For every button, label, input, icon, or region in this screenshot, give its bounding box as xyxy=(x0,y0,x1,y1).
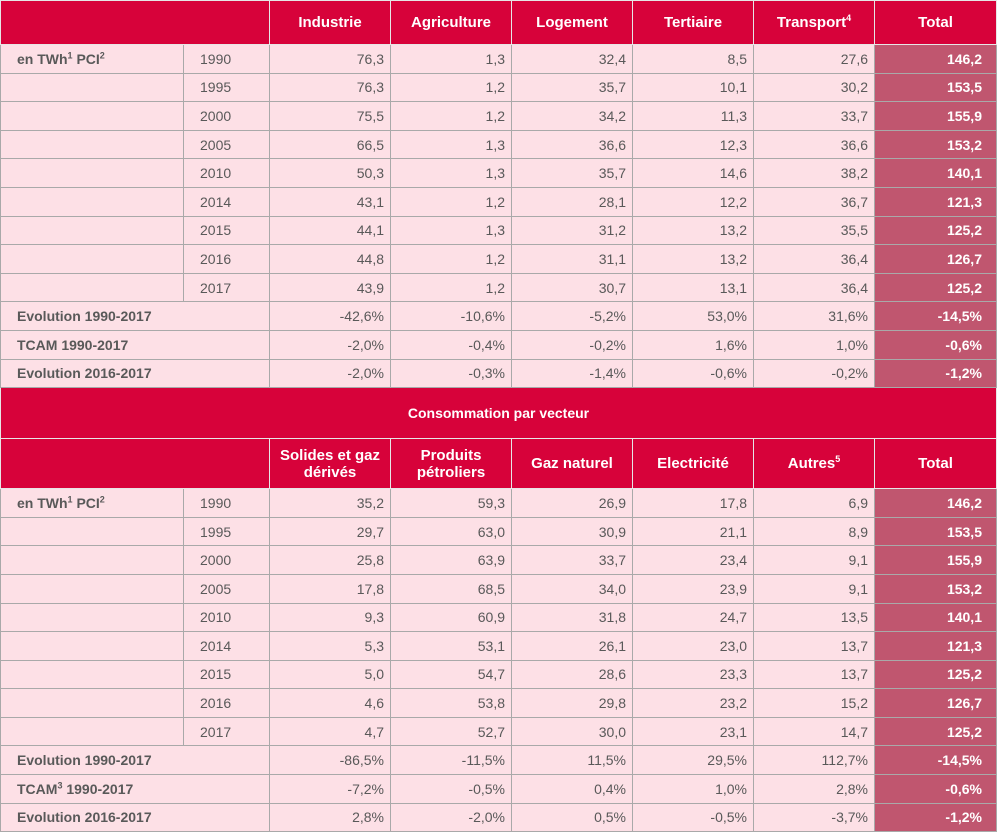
summary-label-text: Evolution 1990-2017 xyxy=(17,308,152,325)
unit-label-cell xyxy=(1,216,184,245)
year-cell: 2000 xyxy=(184,546,270,575)
value-cell: 1,3 xyxy=(391,159,512,188)
value-cell: 44,8 xyxy=(270,245,391,274)
value-cell: 26,9 xyxy=(512,489,633,518)
value-cell: -5,2% xyxy=(512,302,633,331)
value-cell: 6,9 xyxy=(754,489,875,518)
footnote-marker: 5 xyxy=(835,454,841,465)
unit-label-cell xyxy=(1,73,184,102)
value-cell: 0,5% xyxy=(512,803,633,832)
value-cell: 1,2 xyxy=(391,273,512,302)
value-cell: 4,7 xyxy=(270,717,391,746)
total-cell: 140,1 xyxy=(875,159,997,188)
value-cell: 1,3 xyxy=(391,130,512,159)
value-cell: 5,0 xyxy=(270,660,391,689)
year-cell: 2014 xyxy=(184,632,270,661)
summary-label-text: Evolution 2016-2017 xyxy=(17,809,152,826)
column-header xyxy=(754,1,875,45)
value-cell: -0,5% xyxy=(633,803,754,832)
value-cell: 9,3 xyxy=(270,603,391,632)
value-cell: 28,6 xyxy=(512,660,633,689)
value-cell: -10,6% xyxy=(391,302,512,331)
value-cell: 12,3 xyxy=(633,130,754,159)
unit-label: en TWh xyxy=(17,494,68,511)
value-cell: 17,8 xyxy=(633,489,754,518)
table-row xyxy=(1,102,997,131)
value-cell: 1,0% xyxy=(754,330,875,359)
total-cell: -1,2% xyxy=(875,359,997,388)
column-header xyxy=(512,439,633,489)
column-header xyxy=(270,439,391,489)
value-cell: 68,5 xyxy=(391,574,512,603)
value-cell: 32,4 xyxy=(512,45,633,74)
table-row xyxy=(1,689,997,718)
value-cell: 36,6 xyxy=(512,130,633,159)
year-cell: 1990 xyxy=(184,45,270,74)
table-row xyxy=(1,245,997,274)
total-cell: -1,2% xyxy=(875,803,997,832)
value-cell: 36,6 xyxy=(754,130,875,159)
total-cell: -14,5% xyxy=(875,746,997,775)
column-header-label: Agriculture xyxy=(410,14,491,31)
total-cell: 153,2 xyxy=(875,574,997,603)
column-header-label: Autres xyxy=(787,455,836,473)
value-cell: -86,5% xyxy=(270,746,391,775)
table-row xyxy=(1,489,997,518)
unit-label-cell xyxy=(1,245,184,274)
year-cell: 2015 xyxy=(184,660,270,689)
value-cell: 1,2 xyxy=(391,187,512,216)
value-cell: 1,6% xyxy=(633,330,754,359)
value-cell: 11,3 xyxy=(633,102,754,131)
value-cell: 30,7 xyxy=(512,273,633,302)
value-cell: 14,6 xyxy=(633,159,754,188)
header-row xyxy=(1,439,997,489)
column-header xyxy=(391,439,512,489)
value-cell: 8,9 xyxy=(754,517,875,546)
unit-label-cell xyxy=(1,574,184,603)
total-cell: -14,5% xyxy=(875,302,997,331)
value-cell: 14,7 xyxy=(754,717,875,746)
value-cell: 23,4 xyxy=(633,546,754,575)
column-header-label: Tertiaire xyxy=(663,14,723,31)
table-row xyxy=(1,603,997,632)
year-cell: 2017 xyxy=(184,717,270,746)
summary-label xyxy=(1,359,270,388)
column-header-label: Industrie xyxy=(298,14,362,31)
footnote-marker: 4 xyxy=(846,13,852,23)
total-cell: 126,7 xyxy=(875,245,997,274)
value-cell: 34,2 xyxy=(512,102,633,131)
summary-label xyxy=(1,330,270,359)
value-cell: 13,2 xyxy=(633,216,754,245)
value-cell: 31,2 xyxy=(512,216,633,245)
year-cell: 2016 xyxy=(184,245,270,274)
header-blank xyxy=(1,439,270,489)
value-cell: -42,6% xyxy=(270,302,391,331)
total-cell: 155,9 xyxy=(875,102,997,131)
column-header-label: Total xyxy=(918,455,953,473)
value-cell: 36,4 xyxy=(754,245,875,274)
total-cell: 121,3 xyxy=(875,187,997,216)
total-cell: 125,2 xyxy=(875,717,997,746)
value-cell: 1,3 xyxy=(391,45,512,74)
value-cell: -0,5% xyxy=(391,775,512,804)
value-cell: 31,1 xyxy=(512,245,633,274)
summary-row xyxy=(1,302,997,331)
summary-row xyxy=(1,803,997,832)
value-cell: -1,4% xyxy=(512,359,633,388)
value-cell: 23,9 xyxy=(633,574,754,603)
value-cell: 25,8 xyxy=(270,546,391,575)
value-cell: 13,5 xyxy=(754,603,875,632)
value-cell: 35,5 xyxy=(754,216,875,245)
value-cell: 76,3 xyxy=(270,45,391,74)
value-cell: 53,1 xyxy=(391,632,512,661)
column-header-label: Solides et gaz dérivés xyxy=(279,446,381,481)
unit-label-cell xyxy=(1,689,184,718)
summary-label-text: Evolution 1990-2017 xyxy=(17,752,152,769)
unit-label-cell xyxy=(1,159,184,188)
value-cell: 34,0 xyxy=(512,574,633,603)
column-header xyxy=(391,1,512,45)
summary-label xyxy=(1,803,270,832)
table-row xyxy=(1,517,997,546)
column-header xyxy=(512,1,633,45)
value-cell: 23,1 xyxy=(633,717,754,746)
column-header-label: Transport xyxy=(776,14,847,31)
value-cell: 43,9 xyxy=(270,273,391,302)
value-cell: 36,4 xyxy=(754,273,875,302)
summary-row xyxy=(1,359,997,388)
value-cell: -2,0% xyxy=(391,803,512,832)
value-cell: 35,7 xyxy=(512,159,633,188)
unit-label-cell xyxy=(1,273,184,302)
total-cell: 153,2 xyxy=(875,130,997,159)
value-cell: 13,7 xyxy=(754,660,875,689)
total-cell: 140,1 xyxy=(875,603,997,632)
summary-label xyxy=(1,746,270,775)
column-header xyxy=(270,1,391,45)
unit-label: PCI xyxy=(72,494,100,511)
value-cell: 30,9 xyxy=(512,517,633,546)
header-blank xyxy=(1,1,270,45)
total-cell: 125,2 xyxy=(875,660,997,689)
value-cell: 30,0 xyxy=(512,717,633,746)
unit-label-cell xyxy=(1,632,184,661)
value-cell: 2,8% xyxy=(270,803,391,832)
value-cell: 15,2 xyxy=(754,689,875,718)
table-row xyxy=(1,632,997,661)
value-cell: 29,8 xyxy=(512,689,633,718)
value-cell: 9,1 xyxy=(754,574,875,603)
total-cell: -0,6% xyxy=(875,330,997,359)
value-cell: 1,0% xyxy=(633,775,754,804)
value-cell: 54,7 xyxy=(391,660,512,689)
footnote-marker: 1 xyxy=(67,50,73,61)
summary-label xyxy=(1,775,270,804)
summary-row xyxy=(1,330,997,359)
unit-label-cell xyxy=(1,546,184,575)
table-row xyxy=(1,717,997,746)
value-cell: -11,5% xyxy=(391,746,512,775)
value-cell: 23,3 xyxy=(633,660,754,689)
total-cell: 125,2 xyxy=(875,273,997,302)
value-cell: 75,5 xyxy=(270,102,391,131)
value-cell: 26,1 xyxy=(512,632,633,661)
table-row xyxy=(1,130,997,159)
value-cell: -0,2% xyxy=(512,330,633,359)
value-cell: -0,3% xyxy=(391,359,512,388)
column-header-label: Produits pétroliers xyxy=(416,446,486,481)
value-cell: 35,2 xyxy=(270,489,391,518)
value-cell: 11,5% xyxy=(512,746,633,775)
year-cell: 2010 xyxy=(184,603,270,632)
value-cell: 30,2 xyxy=(754,73,875,102)
value-cell: 50,3 xyxy=(270,159,391,188)
total-cell: 146,2 xyxy=(875,45,997,74)
unit-label: en TWh xyxy=(17,50,68,67)
value-cell: 31,8 xyxy=(512,603,633,632)
column-header-label: Electricité xyxy=(657,455,729,473)
table-row xyxy=(1,45,997,74)
unit-label: PCI xyxy=(72,50,100,67)
table-row xyxy=(1,273,997,302)
year-cell: 2005 xyxy=(184,130,270,159)
section-title-row xyxy=(1,388,997,439)
year-cell: 1990 xyxy=(184,489,270,518)
value-cell: 53,0% xyxy=(633,302,754,331)
value-cell: -3,7% xyxy=(754,803,875,832)
summary-label xyxy=(1,302,270,331)
header-row xyxy=(1,1,997,45)
value-cell: 63,0 xyxy=(391,517,512,546)
unit-label-cell xyxy=(1,489,184,518)
section-title: Consommation par vecteur xyxy=(1,388,997,439)
value-cell: 36,7 xyxy=(754,187,875,216)
total-cell: 153,5 xyxy=(875,73,997,102)
unit-label-cell xyxy=(1,717,184,746)
total-cell: 126,7 xyxy=(875,689,997,718)
value-cell: 9,1 xyxy=(754,546,875,575)
total-cell: -0,6% xyxy=(875,775,997,804)
value-cell: 12,2 xyxy=(633,187,754,216)
total-cell: 153,5 xyxy=(875,517,997,546)
value-cell: 60,9 xyxy=(391,603,512,632)
value-cell: 66,5 xyxy=(270,130,391,159)
value-cell: -2,0% xyxy=(270,330,391,359)
table-row xyxy=(1,574,997,603)
value-cell: 59,3 xyxy=(391,489,512,518)
table-row xyxy=(1,159,997,188)
summary-label-text: TCAM 1990-2017 xyxy=(17,336,129,353)
footnote-marker: 2 xyxy=(99,494,105,505)
value-cell: 13,7 xyxy=(754,632,875,661)
value-cell: 23,2 xyxy=(633,689,754,718)
total-cell: 125,2 xyxy=(875,216,997,245)
value-cell: 38,2 xyxy=(754,159,875,188)
value-cell: 5,3 xyxy=(270,632,391,661)
value-cell: 2,8% xyxy=(754,775,875,804)
year-cell: 2017 xyxy=(184,273,270,302)
value-cell: 13,1 xyxy=(633,273,754,302)
value-cell: 1,3 xyxy=(391,216,512,245)
value-cell: 112,7% xyxy=(754,746,875,775)
year-cell: 2015 xyxy=(184,216,270,245)
total-cell: 121,3 xyxy=(875,632,997,661)
value-cell: -0,4% xyxy=(391,330,512,359)
table-row xyxy=(1,216,997,245)
value-cell: 1,2 xyxy=(391,102,512,131)
unit-label-cell xyxy=(1,102,184,131)
column-header-label: Gaz naturel xyxy=(531,455,613,473)
table-row xyxy=(1,546,997,575)
value-cell: -0,2% xyxy=(754,359,875,388)
value-cell: 43,1 xyxy=(270,187,391,216)
value-cell: 35,7 xyxy=(512,73,633,102)
unit-label-cell xyxy=(1,187,184,216)
value-cell: 1,2 xyxy=(391,245,512,274)
value-cell: -0,6% xyxy=(633,359,754,388)
value-cell: 8,5 xyxy=(633,45,754,74)
year-cell: 2016 xyxy=(184,689,270,718)
value-cell: 21,1 xyxy=(633,517,754,546)
value-cell: 23,0 xyxy=(633,632,754,661)
value-cell: 24,7 xyxy=(633,603,754,632)
table-row xyxy=(1,73,997,102)
footnote-marker: 2 xyxy=(99,50,105,61)
value-cell: 1,2 xyxy=(391,73,512,102)
summary-label-text: 1990-2017 xyxy=(62,780,134,797)
value-cell: 27,6 xyxy=(754,45,875,74)
value-cell: 63,9 xyxy=(391,546,512,575)
column-header xyxy=(875,439,997,489)
summary-label-text: TCAM xyxy=(17,780,58,797)
total-cell: 146,2 xyxy=(875,489,997,518)
value-cell: -7,2% xyxy=(270,775,391,804)
total-cell: 155,9 xyxy=(875,546,997,575)
column-header xyxy=(633,439,754,489)
summary-row xyxy=(1,775,997,804)
value-cell: 13,2 xyxy=(633,245,754,274)
column-header xyxy=(754,439,875,489)
value-cell: 29,7 xyxy=(270,517,391,546)
year-cell: 2014 xyxy=(184,187,270,216)
year-cell: 2000 xyxy=(184,102,270,131)
column-header-label: Logement xyxy=(536,14,608,31)
value-cell: 4,6 xyxy=(270,689,391,718)
unit-label-cell xyxy=(1,517,184,546)
footnote-marker: 1 xyxy=(67,494,73,505)
summary-label-text: Evolution 2016-2017 xyxy=(17,365,152,382)
column-header xyxy=(633,1,754,45)
year-cell: 2005 xyxy=(184,574,270,603)
year-cell: 2010 xyxy=(184,159,270,188)
value-cell: 53,8 xyxy=(391,689,512,718)
column-header-label: Total xyxy=(918,14,953,31)
value-cell: 33,7 xyxy=(512,546,633,575)
unit-label-cell xyxy=(1,45,184,74)
column-header xyxy=(875,1,997,45)
value-cell: 44,1 xyxy=(270,216,391,245)
value-cell: 76,3 xyxy=(270,73,391,102)
summary-row xyxy=(1,746,997,775)
value-cell: 29,5% xyxy=(633,746,754,775)
table-row xyxy=(1,660,997,689)
value-cell: 17,8 xyxy=(270,574,391,603)
value-cell: 33,7 xyxy=(754,102,875,131)
table-row xyxy=(1,187,997,216)
value-cell: 31,6% xyxy=(754,302,875,331)
unit-label-cell xyxy=(1,130,184,159)
year-cell: 1995 xyxy=(184,517,270,546)
value-cell: 0,4% xyxy=(512,775,633,804)
value-cell: 52,7 xyxy=(391,717,512,746)
unit-label-cell xyxy=(1,603,184,632)
year-cell: 1995 xyxy=(184,73,270,102)
value-cell: 28,1 xyxy=(512,187,633,216)
value-cell: 10,1 xyxy=(633,73,754,102)
unit-label-cell xyxy=(1,660,184,689)
value-cell: -2,0% xyxy=(270,359,391,388)
footnote-marker: 3 xyxy=(57,780,63,791)
